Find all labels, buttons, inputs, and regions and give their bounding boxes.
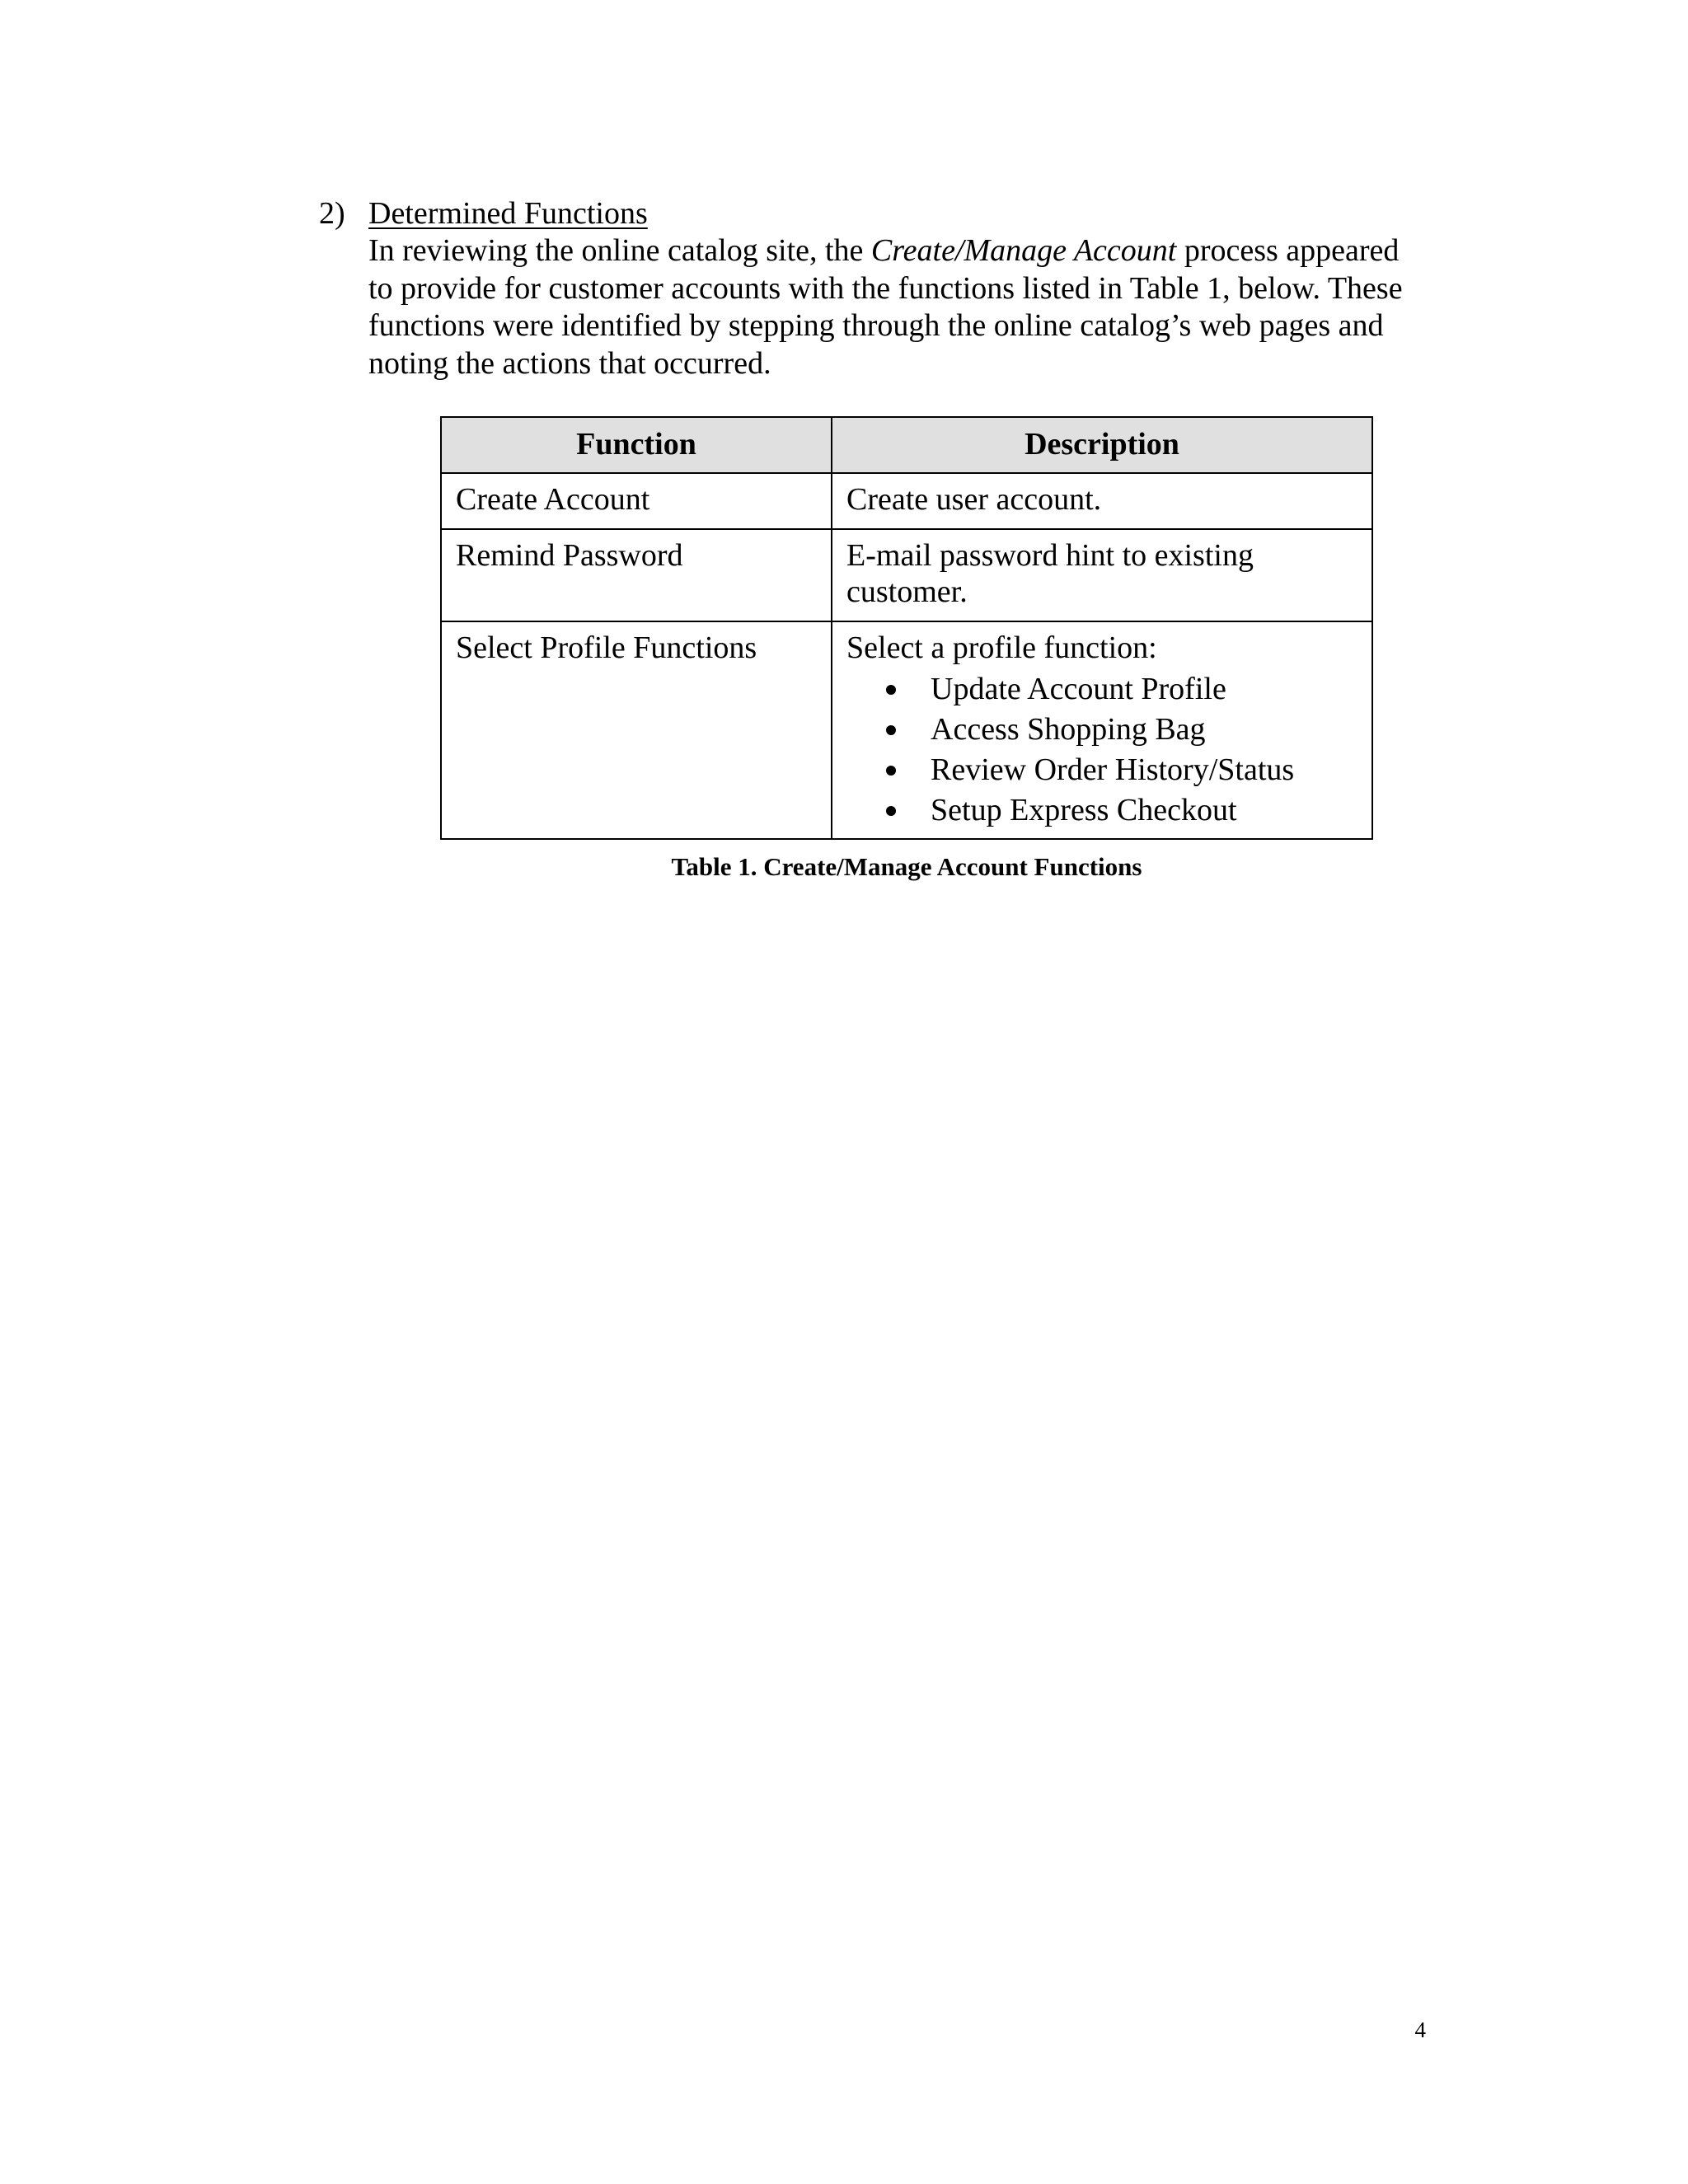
header-function: Function [441, 417, 832, 473]
bullet-icon [886, 766, 896, 776]
bullet-icon [886, 685, 896, 695]
paragraph-emphasis: Create/Manage Account [870, 233, 1177, 268]
table-row [441, 529, 1372, 621]
section-heading [319, 194, 1423, 232]
table-caption: Table 1. Create/Manage Account Functions [671, 852, 1142, 881]
paragraph-text-start: In reviewing the online catalog site, the [368, 233, 871, 268]
section-number: 2) [319, 196, 345, 231]
paragraph-text-end: process appeared to provide for customer accounts with the functions listed in Table 1, below. These functions were identified by stepping through the online catalog’s web pages and noting the actions that occurred. [368, 233, 1403, 381]
cell-function: Remind Password [441, 529, 832, 621]
list-item-label: Setup Express Checkout [931, 793, 1237, 827]
table-row [441, 621, 1372, 839]
table-row [441, 473, 1372, 529]
section-paragraph [368, 232, 1423, 382]
profile-functions-list [846, 669, 1357, 831]
cell-description: Create user account. [832, 473, 1372, 529]
cell-description: E-mail password hint to existing customer. [832, 529, 1372, 621]
section-title: Determined Functions [368, 196, 648, 231]
cell-description-intro: Select a profile function: [846, 630, 1157, 665]
list-item-label: Review Order History/Status [931, 752, 1295, 787]
header-description: Description [832, 417, 1372, 473]
table-header-row [441, 417, 1372, 473]
list-item [846, 750, 1357, 790]
list-item-label: Update Account Profile [931, 672, 1226, 706]
cell-function: Select Profile Functions [441, 621, 832, 839]
bullet-icon [886, 725, 896, 735]
list-item [846, 790, 1357, 831]
list-item [846, 710, 1357, 750]
bullet-icon [886, 806, 896, 816]
page-number: 4 [1414, 2018, 1426, 2042]
section-determined-functions [319, 194, 1423, 382]
cell-function: Create Account [441, 473, 832, 529]
functions-table [440, 416, 1373, 840]
list-item-label: Access Shopping Bag [931, 712, 1206, 747]
cell-description [832, 621, 1372, 839]
list-item [846, 669, 1357, 710]
